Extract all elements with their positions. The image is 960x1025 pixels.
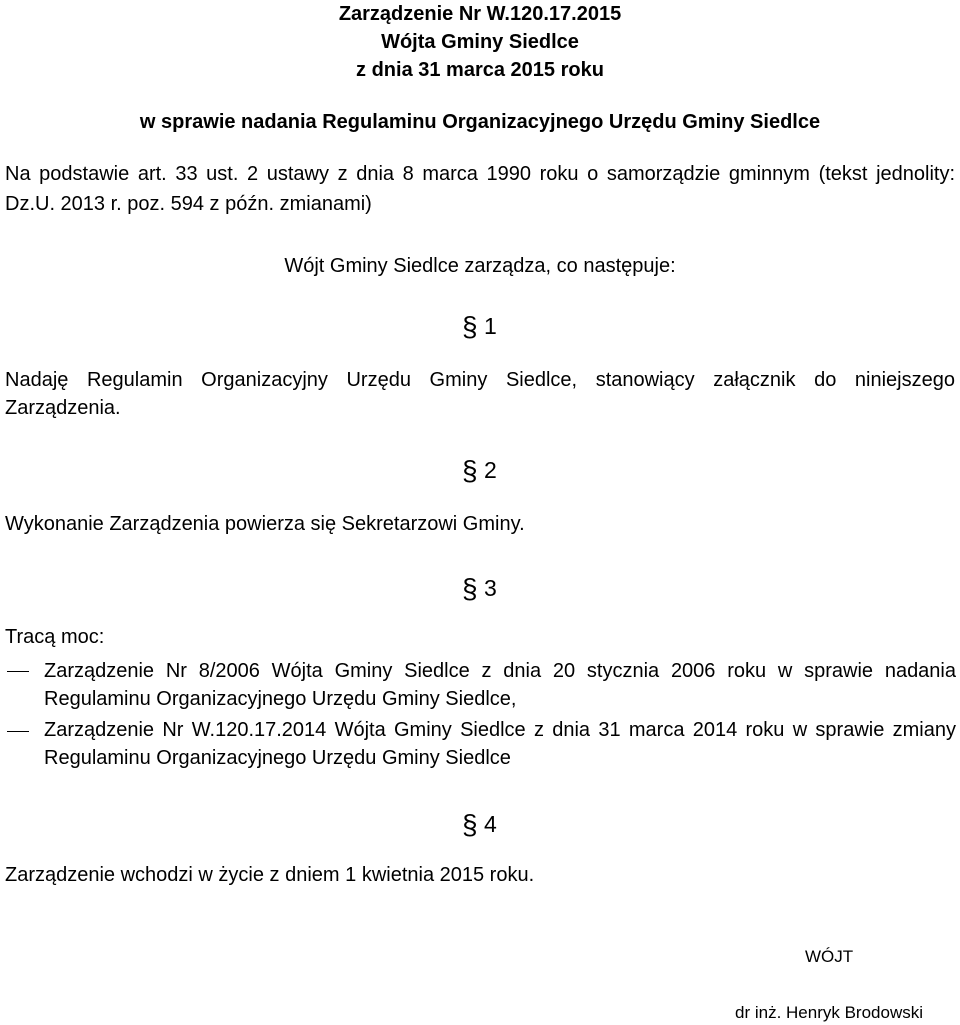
decree-statement: Wójt Gminy Siedlce zarządza, co następuje:	[284, 255, 676, 277]
section-3-heading	[462, 570, 497, 604]
repealed-item-1-line-1: Zarządzenie Nr 8/2006 Wójta Gminy Siedlce z dnia 20 stycznia 2006 roku w sprawie nadania	[44, 660, 956, 682]
section-1-text-line-2: Zarządzenia.	[5, 397, 121, 419]
list-dash-icon	[7, 731, 29, 732]
signature-title: WÓJT	[805, 947, 854, 966]
section-2-text: Wykonanie Zarządzenia powierza się Sekretarzowi Gminy.	[5, 513, 525, 535]
section-number: 1	[483, 313, 497, 339]
section-4-text: Zarządzenie wchodzi w życie z dniem 1 kwietnia 2015 roku.	[5, 864, 535, 886]
legal-basis-line-2: Dz.U. 2013 r. poz. 594 z późn. zmianami)	[5, 193, 372, 215]
repealed-item-1-line-2: Regulaminu Organizacyjnego Urzędu Gminy Siedlce,	[44, 688, 517, 710]
section-4-heading	[462, 806, 497, 840]
signature-name: dr inż. Henryk Brodowski	[735, 1003, 924, 1022]
paragraph-sign: §	[462, 809, 478, 840]
section-number: 4	[483, 811, 497, 837]
section-3-intro: Tracą moc:	[5, 626, 105, 648]
decree-date: z dnia 31 marca 2015 roku	[356, 59, 604, 81]
decree-number: Zarządzenie Nr W.120.17.2015	[338, 3, 622, 25]
section-2-heading	[462, 452, 497, 486]
list-dash-icon	[7, 671, 29, 672]
section-1-text-line-1: Nadaję Regulamin Organizacyjny Urzędu Gminy Siedlce, stanowiący załącznik do niniejszego	[5, 369, 955, 391]
paragraph-sign: §	[462, 311, 478, 342]
section-number: 3	[483, 575, 497, 601]
paragraph-sign: §	[462, 455, 478, 486]
paragraph-sign: §	[462, 573, 478, 604]
section-number: 2	[483, 457, 497, 483]
legal-basis-line-1: Na podstawie art. 33 ust. 2 ustawy z dnia 8 marca 1990 roku o samorządzie gminnym (tekst jednolity:	[5, 163, 955, 185]
section-1-heading	[462, 308, 497, 342]
repealed-item-2-line-2: Regulaminu Organizacyjnego Urzędu Gminy Siedlce	[44, 747, 511, 769]
repealed-item-2-line-1: Zarządzenie Nr W.120.17.2014 Wójta Gminy Siedlce z dnia 31 marca 2014 roku w sprawie zmiany	[44, 719, 956, 741]
decree-issuer: Wójta Gminy Siedlce	[381, 31, 579, 53]
decree-subject: w sprawie nadania Regulaminu Organizacyjnego Urzędu Gminy Siedlce	[139, 111, 821, 133]
